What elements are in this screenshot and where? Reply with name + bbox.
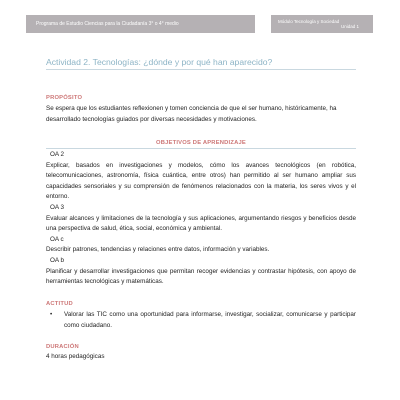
activity-title: Actividad 2. Tecnologías: ¿dónde y por qué han aparecido? xyxy=(46,57,273,67)
duration-label: DURACIÓN xyxy=(46,344,79,350)
oa-text: Evaluar alcances y limitaciones de la tecnología y sus aplicaciones, argumentando riesgos y beneficios desde una perspectiva de salud, ética, social, económica y ambiental. xyxy=(46,214,356,233)
bullet-icon: • xyxy=(50,311,53,318)
oa-text: Describir patrones, tendencias y relaciones entre datos, información y variables. xyxy=(46,246,270,254)
header-unit: Unidad 1 xyxy=(340,24,359,29)
purpose-label: PROPÓSITO xyxy=(46,95,83,101)
duration-text: 4 horas pedagógicas xyxy=(46,353,105,360)
oa-code: OA c xyxy=(50,235,64,243)
attitude-label: ACTITUD xyxy=(46,301,73,307)
oa-text: Explicar, basados en investigaciones y modelos, cómo los avances tecnológicos (en robótica, telecomunicaciones, astronomía, física cuántica, entre otros) han permitido al ser humano ampliar sus capacidades sensoriales y su comprensión de fenómenos relacionados con la materia, los seres vivos y el entorno. xyxy=(46,161,356,201)
oa-code: OA 3 xyxy=(50,203,65,211)
objectives-list xyxy=(46,150,356,288)
attitude-text: Valorar las TIC como una oportunidad para informarse, investigar, socializar, comunicarse y participar como ciudadano. xyxy=(64,311,356,329)
oa-text: Planificar y desarrollar investigaciones que permitan recoger evidencias y contrastar hipótesis, con apoyo de herramientas tecnológicas y matemáticas. xyxy=(46,267,356,286)
title-divider xyxy=(46,69,356,70)
header-module xyxy=(271,15,373,33)
objectives-divider xyxy=(46,148,356,149)
purpose-text: Se espera que los estudiantes reflexionen y tomen conciencia de que el ser humano, históricamente, ha desarrollado tecnologías guiados por diversas necesidades y motivaciones. xyxy=(46,105,337,123)
header-module-name: Módulo Tecnología y Sociedad xyxy=(278,19,340,24)
objectives-heading: OBJETIVOS DE APRENDIZAJE xyxy=(156,140,246,146)
oa-code: OA b xyxy=(50,256,65,264)
oa-code: OA 2 xyxy=(50,151,65,158)
attitude-item xyxy=(46,310,356,331)
header-program: Programa de Estudio Ciencias para la Ciudadanía 3° o 4° medio xyxy=(26,15,255,33)
